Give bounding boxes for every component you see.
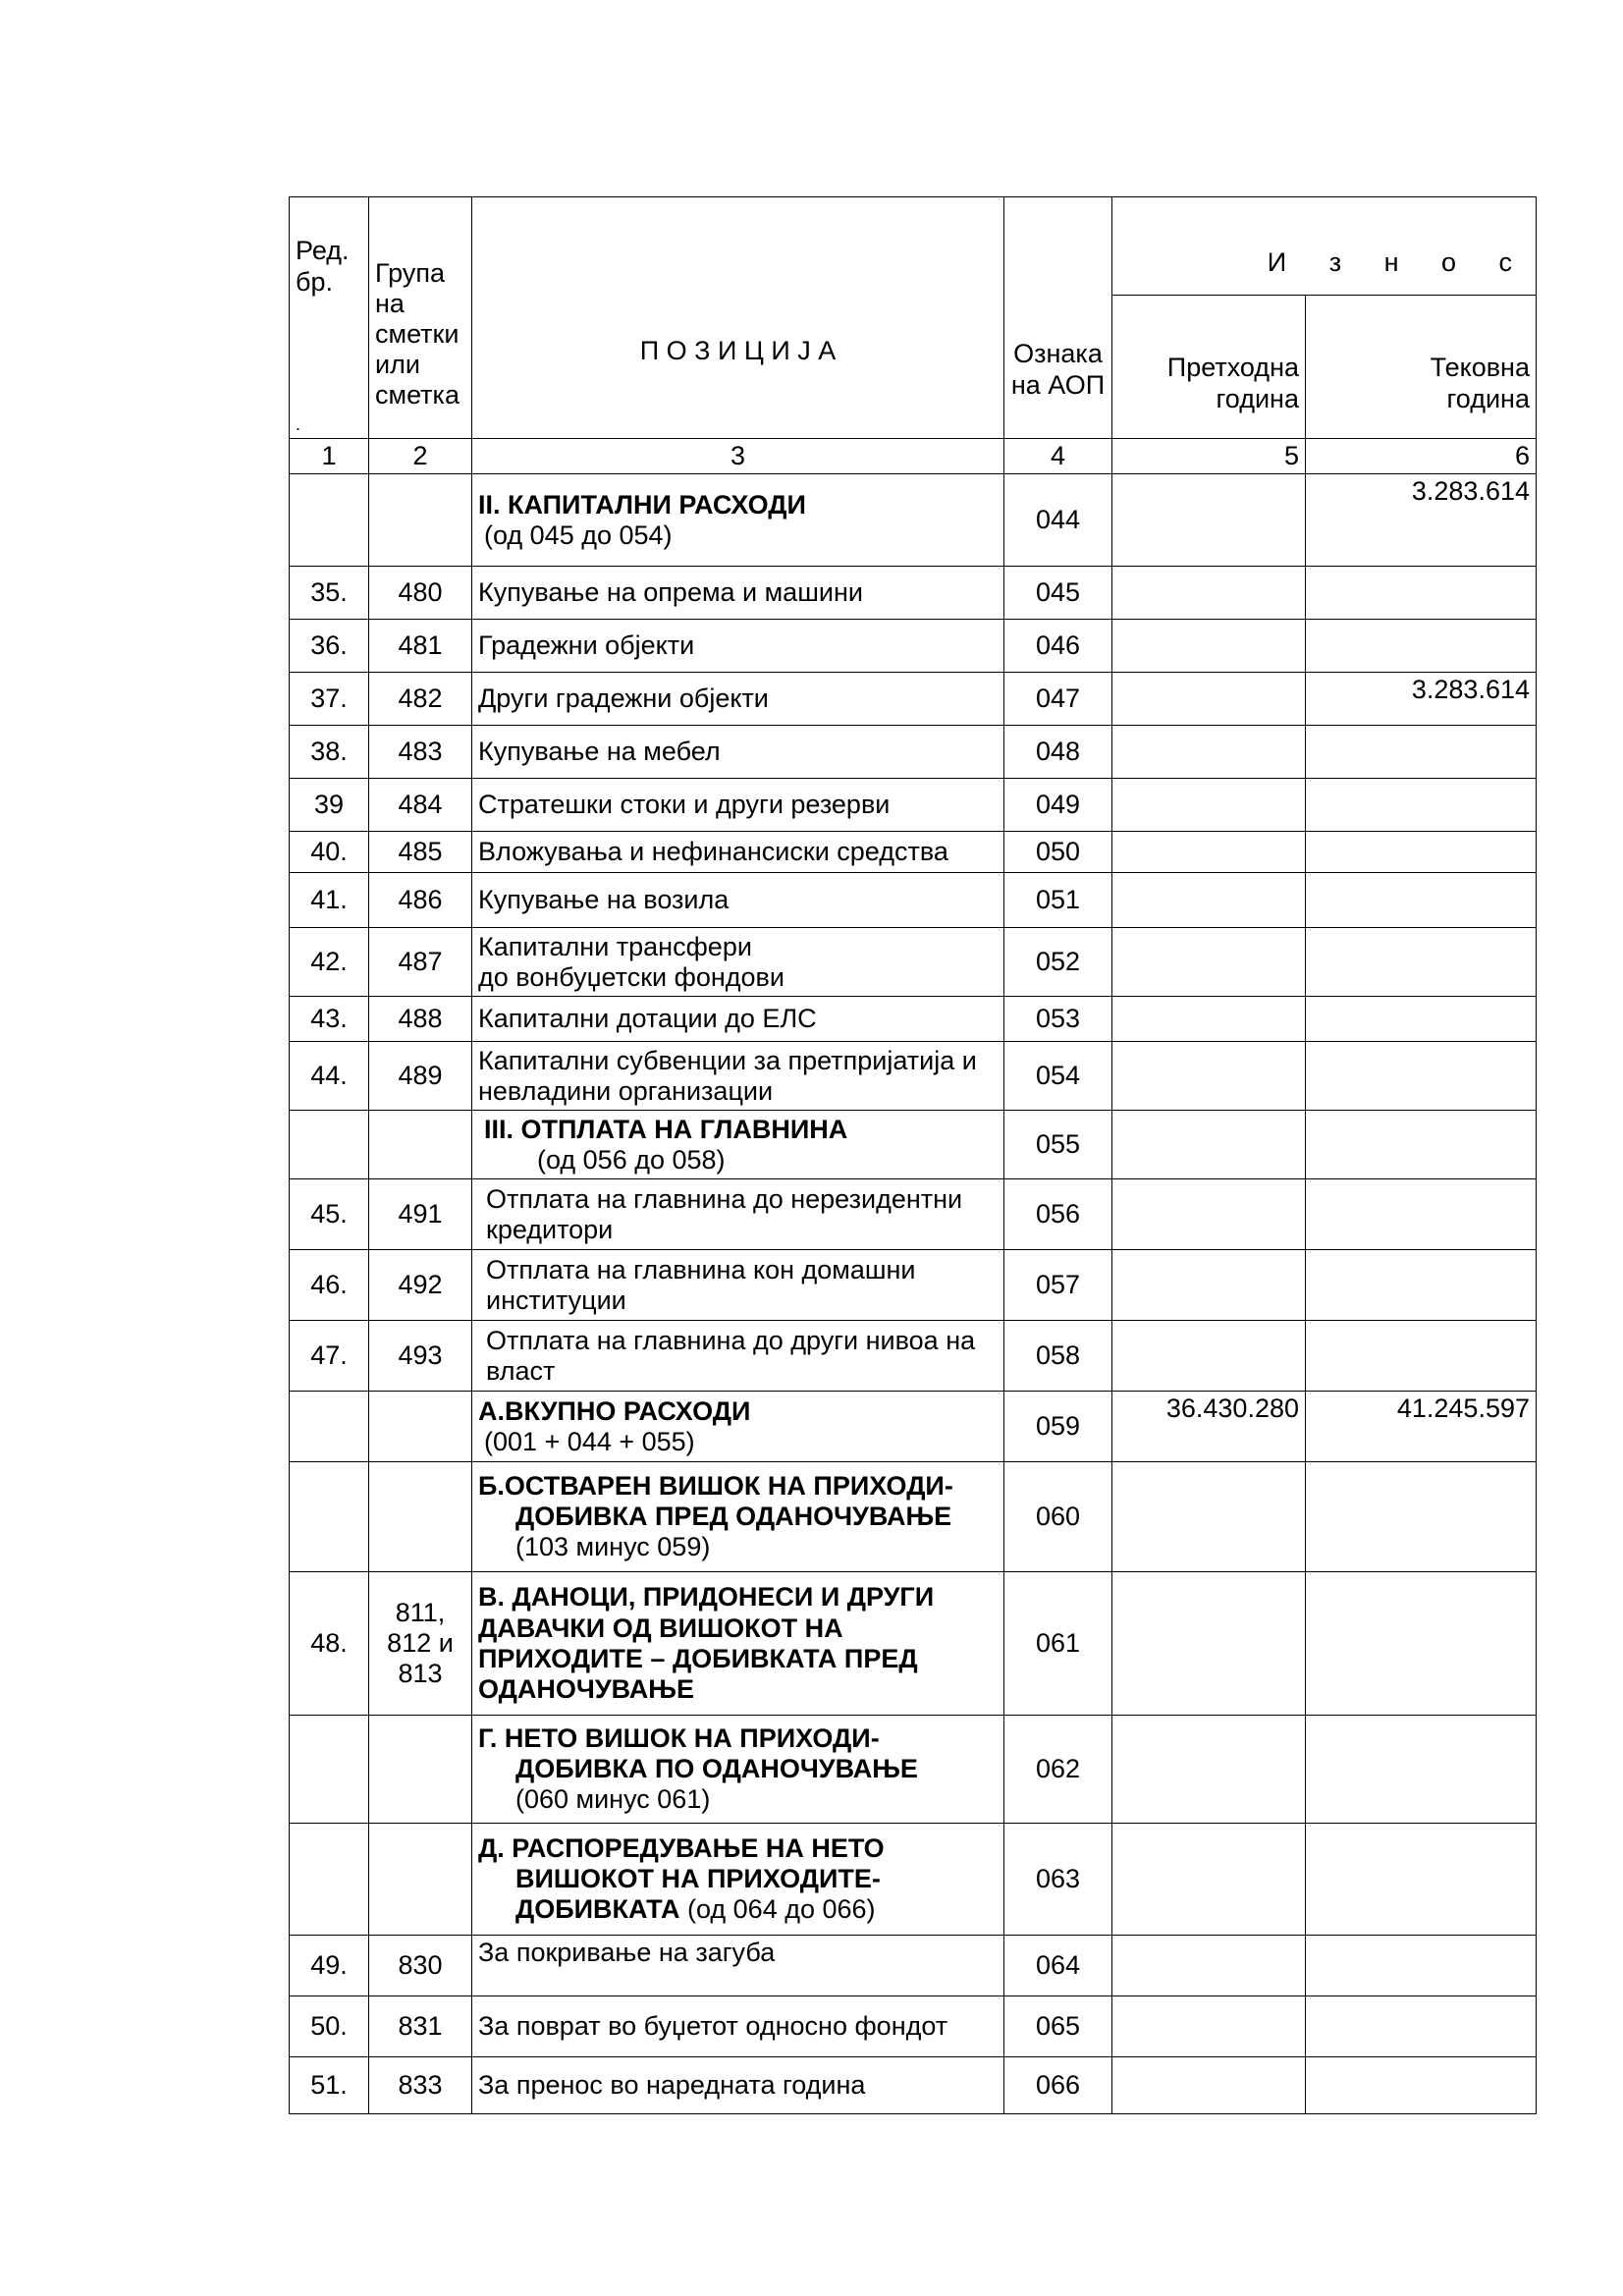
row-grupa: 489 — [369, 1042, 472, 1111]
row-rb: 49. — [290, 1936, 369, 1996]
row-title: Д. РАСПОРЕДУВАЊЕ НА НЕТО — [478, 1832, 885, 1863]
table-row — [290, 1042, 1537, 1111]
row-aop: 057 — [1004, 1250, 1112, 1321]
row-prev — [1112, 1936, 1306, 1996]
row-curr — [1306, 1824, 1537, 1936]
header-prethodna — [1112, 296, 1306, 439]
row-prev — [1112, 1572, 1306, 1716]
colnum-4: 4 — [1004, 439, 1112, 474]
row-position — [472, 1462, 1004, 1572]
row-aop: 059 — [1004, 1392, 1112, 1462]
table-row — [290, 1179, 1537, 1250]
table-row — [290, 2057, 1537, 2114]
row-prev — [1112, 1179, 1306, 1250]
row-rb: 43. — [290, 997, 369, 1042]
header-prethodna-line-2: година — [1216, 383, 1299, 413]
table-row — [290, 726, 1537, 779]
row-title-line-2: кредитори — [486, 1214, 614, 1244]
row-rb: 39 — [290, 779, 369, 832]
row-grupa: 488 — [369, 997, 472, 1042]
column-number-row — [290, 439, 1537, 474]
colnum-3: 3 — [472, 439, 1004, 474]
row-curr — [1306, 726, 1537, 779]
row-position — [472, 1572, 1004, 1716]
row-aop: 051 — [1004, 873, 1112, 928]
row-position — [472, 1824, 1004, 1936]
row-rb: 48. — [290, 1572, 369, 1716]
row-prev — [1112, 474, 1306, 567]
row-title-line-2: невладини организации — [478, 1075, 774, 1106]
row-grupa: 482 — [369, 673, 472, 726]
row-aop: 050 — [1004, 832, 1112, 873]
row-title: Капитални субвенции за претпријатија и — [478, 1045, 977, 1075]
row-aop: 056 — [1004, 1179, 1112, 1250]
row-aop: 060 — [1004, 1462, 1112, 1572]
row-title-line-2: институции — [486, 1285, 626, 1315]
row-prev — [1112, 1462, 1306, 1572]
row-grupa — [369, 474, 472, 567]
row-rb: 37. — [290, 673, 369, 726]
row-curr — [1306, 832, 1537, 873]
table-row — [290, 1572, 1537, 1716]
row-rb: 45. — [290, 1179, 369, 1250]
row-curr — [1306, 928, 1537, 997]
row-rb: 35. — [290, 567, 369, 620]
row-prev — [1112, 873, 1306, 928]
row-title: Вложувања и нефинансиски средства — [472, 832, 1004, 873]
row-rb: 36. — [290, 620, 369, 673]
row-aop: 054 — [1004, 1042, 1112, 1111]
row-subtitle: (060 минус 061) — [515, 1784, 711, 1815]
row-rb — [290, 474, 369, 567]
row-curr — [1306, 1111, 1537, 1179]
row-grupa: 491 — [369, 1179, 472, 1250]
row-title: В. ДАНОЦИ, ПРИДОНЕСИ И ДРУГИ — [478, 1582, 935, 1613]
row-position — [472, 1111, 1004, 1179]
row-curr — [1306, 1250, 1537, 1321]
row-curr: 3.283.614 — [1306, 673, 1537, 726]
row-grupa: 492 — [369, 1250, 472, 1321]
row-grupa: 480 — [369, 567, 472, 620]
table-row — [290, 1936, 1537, 1996]
row-title: Купување на опрема и машини — [472, 567, 1004, 620]
table-row — [290, 873, 1537, 928]
row-title: Отплата на главнина до други нивоа на — [486, 1325, 976, 1355]
row-grupa — [369, 1392, 472, 1462]
row-title: Отплата на главнина кон домашни — [486, 1254, 916, 1285]
header-row-1 — [290, 197, 1537, 296]
table-row — [290, 474, 1537, 567]
row-prev — [1112, 1111, 1306, 1179]
row-grupa: 481 — [369, 620, 472, 673]
row-grupa: 831 — [369, 1996, 472, 2057]
row-position — [472, 1179, 1004, 1250]
row-title-line-2: ДОБИВКА ПО ОДАНОЧУВАЊЕ — [515, 1754, 918, 1784]
header-iznos — [1112, 197, 1537, 296]
row-aop: 044 — [1004, 474, 1112, 567]
row-rb: 41. — [290, 873, 369, 928]
header-oznaka-line-2: на АОП — [1010, 369, 1106, 400]
header-grupa-line-1: Група — [375, 257, 445, 288]
row-prev — [1112, 2057, 1306, 2114]
row-grupa: 486 — [369, 873, 472, 928]
row-aop: 052 — [1004, 928, 1112, 997]
row-title: За поврат во буџетот односно фондот — [472, 1996, 1004, 2057]
row-subtitle: (од 045 до 054) — [484, 519, 673, 550]
row-grupa: 484 — [369, 779, 472, 832]
row-aop: 049 — [1004, 779, 1112, 832]
row-title-line-4: ОДАНОЧУВАЊЕ — [478, 1673, 694, 1704]
row-aop: 055 — [1004, 1111, 1112, 1179]
row-curr — [1306, 1462, 1537, 1572]
row-title: Отплата на главнина до нерезидентни — [486, 1183, 963, 1214]
row-aop: 048 — [1004, 726, 1112, 779]
header-grupa-line-3: сметки — [375, 318, 460, 349]
row-curr — [1306, 1179, 1537, 1250]
row-prev — [1112, 1321, 1306, 1392]
row-title-line-2: до вонбуџетски фондови — [478, 961, 784, 992]
row-title-line-2: ВИШОКОТ НА ПРИХОДИТЕ- — [515, 1864, 881, 1894]
row-title: II. КАПИТАЛНИ РАСХОДИ — [478, 489, 806, 519]
row-title: Купување на возила — [472, 873, 1004, 928]
row-title: Други градежни објекти — [472, 673, 1004, 726]
colnum-1: 1 — [290, 439, 369, 474]
row-prev — [1112, 1824, 1306, 1936]
header-tekovna-line-2: година — [1446, 383, 1530, 413]
row-subtitle: (од 064 до 066) — [687, 1894, 876, 1925]
row-grupa — [369, 1572, 472, 1716]
row-curr — [1306, 620, 1537, 673]
table-row — [290, 1462, 1537, 1572]
row-prev — [1112, 673, 1306, 726]
row-curr: 41.245.597 — [1306, 1392, 1537, 1462]
header-grupa-line-5: сметка — [375, 380, 460, 410]
row-curr — [1306, 997, 1537, 1042]
row-title-line-2: ДАВАЧКИ ОД ВИШОКОТ НА — [478, 1613, 843, 1643]
row-prev — [1112, 1716, 1306, 1824]
row-title: Капитални дотации до ЕЛС — [472, 997, 1004, 1042]
row-aop: 053 — [1004, 997, 1112, 1042]
row-rb: 42. — [290, 928, 369, 997]
row-rb — [290, 1111, 369, 1179]
row-curr: 3.283.614 — [1306, 474, 1537, 567]
row-grupa — [369, 1111, 472, 1179]
row-grupa: 493 — [369, 1321, 472, 1392]
table-row — [290, 928, 1537, 997]
row-aop: 047 — [1004, 673, 1112, 726]
row-aop: 066 — [1004, 2057, 1112, 2114]
header-grupa-line-4: или — [375, 350, 420, 380]
row-rb — [290, 1824, 369, 1936]
table-row — [290, 673, 1537, 726]
row-title: Б.ОСТВАРЕН ВИШОК НА ПРИХОДИ- — [478, 1470, 953, 1501]
table-row — [290, 997, 1537, 1042]
row-title: Стратешки стоки и други резерви — [472, 779, 1004, 832]
row-prev — [1112, 997, 1306, 1042]
row-title-line-2: ДОБИВКА ПРЕД ОДАНОЧУВАЊЕ — [515, 1502, 952, 1532]
row-prev — [1112, 832, 1306, 873]
row-position — [472, 1392, 1004, 1462]
table-row — [290, 1392, 1537, 1462]
header-red-dot: . — [296, 413, 301, 434]
header-grupa — [369, 197, 472, 439]
row-rb — [290, 1392, 369, 1462]
row-curr — [1306, 873, 1537, 928]
header-iznos-label: И з н о с — [1267, 246, 1530, 277]
row-prev — [1112, 620, 1306, 673]
table-row — [290, 620, 1537, 673]
row-rb — [290, 1716, 369, 1824]
row-grupa-line-2: 812 и — [387, 1628, 454, 1659]
row-position — [472, 1250, 1004, 1321]
row-prev — [1112, 726, 1306, 779]
row-aop: 046 — [1004, 620, 1112, 673]
row-grupa-line-1: 811, — [395, 1597, 446, 1627]
row-position — [472, 1042, 1004, 1111]
row-aop: 063 — [1004, 1824, 1112, 1936]
row-prev — [1112, 567, 1306, 620]
header-prethodna-line-1: Претходна — [1166, 353, 1299, 383]
row-title: За пренос во наредната година — [472, 2057, 1004, 2114]
header-tekovna — [1306, 296, 1537, 439]
row-grupa — [369, 1716, 472, 1824]
row-prev — [1112, 779, 1306, 832]
row-rb — [290, 1462, 369, 1572]
row-rb: 44. — [290, 1042, 369, 1111]
row-curr — [1306, 1716, 1537, 1824]
financial-statement-table — [289, 196, 1537, 2114]
row-rb: 51. — [290, 2057, 369, 2114]
row-title-line-3-bold: ДОБИВКАТА — [515, 1894, 680, 1925]
table-row — [290, 1824, 1537, 1936]
row-aop: 062 — [1004, 1716, 1112, 1824]
row-title: III. ОТПЛАТА НА ГЛАВНИНА — [484, 1114, 848, 1144]
header-oznaka — [1004, 197, 1112, 439]
table-row — [290, 779, 1537, 832]
header-pozicija-label: П О З И Ц И Ј А — [639, 335, 837, 365]
row-title-line-3: ПРИХОДИТЕ – ДОБИВКАТА ПРЕД — [478, 1643, 918, 1673]
row-prev — [1112, 1250, 1306, 1321]
row-title: Капитални трансфери — [478, 931, 752, 961]
row-curr — [1306, 1572, 1537, 1716]
row-aop: 065 — [1004, 1996, 1112, 2057]
row-grupa: 485 — [369, 832, 472, 873]
row-curr — [1306, 1996, 1537, 2057]
row-curr — [1306, 1042, 1537, 1111]
header-grupa-line-2: на — [375, 288, 405, 318]
row-grupa — [369, 1824, 472, 1936]
row-aop: 061 — [1004, 1572, 1112, 1716]
row-curr — [1306, 567, 1537, 620]
header-oznaka-line-1: Ознака — [1013, 339, 1103, 369]
header-red-line-2: бр. — [296, 266, 333, 297]
colnum-2: 2 — [369, 439, 472, 474]
colnum-5: 5 — [1112, 439, 1306, 474]
header-pozicija — [472, 197, 1004, 439]
header-red-line-1: Ред. — [296, 236, 350, 266]
row-curr — [1306, 779, 1537, 832]
row-title-line-3 — [478, 1894, 998, 1925]
header-tekovna-line-1: Тековна — [1430, 353, 1530, 383]
row-title: Градежни објекти — [472, 620, 1004, 673]
row-rb: 50. — [290, 1996, 369, 2057]
row-position — [472, 928, 1004, 997]
row-curr — [1306, 2057, 1537, 2114]
row-title-line-2: власт — [486, 1355, 556, 1386]
colnum-6: 6 — [1306, 439, 1537, 474]
row-rb: 38. — [290, 726, 369, 779]
table-row — [290, 832, 1537, 873]
row-position — [472, 1716, 1004, 1824]
row-grupa: 483 — [369, 726, 472, 779]
table-row — [290, 1321, 1537, 1392]
row-position — [472, 474, 1004, 567]
row-grupa-line-3: 813 — [398, 1659, 443, 1689]
table-row — [290, 567, 1537, 620]
row-title: За покривање на загуба — [472, 1936, 1004, 1996]
row-aop: 058 — [1004, 1321, 1112, 1392]
row-title: Г. НЕТО ВИШОК НА ПРИХОДИ- — [478, 1722, 880, 1753]
row-rb: 47. — [290, 1321, 369, 1392]
row-subtitle: (од 056 до 058) — [537, 1144, 726, 1175]
header-red-br — [290, 197, 369, 439]
row-title: Купување на мебел — [472, 726, 1004, 779]
row-aop: 045 — [1004, 567, 1112, 620]
row-rb: 46. — [290, 1250, 369, 1321]
row-prev: 36.430.280 — [1112, 1392, 1306, 1462]
table-row — [290, 1996, 1537, 2057]
row-grupa: 830 — [369, 1936, 472, 1996]
row-prev — [1112, 928, 1306, 997]
row-grupa — [369, 1462, 472, 1572]
row-rb: 40. — [290, 832, 369, 873]
row-curr — [1306, 1321, 1537, 1392]
row-subtitle: (103 минус 059) — [515, 1532, 711, 1562]
row-prev — [1112, 1042, 1306, 1111]
row-aop: 064 — [1004, 1936, 1112, 1996]
table-row — [290, 1111, 1537, 1179]
row-curr — [1306, 1936, 1537, 1996]
row-prev — [1112, 1996, 1306, 2057]
row-grupa: 833 — [369, 2057, 472, 2114]
row-grupa: 487 — [369, 928, 472, 997]
table-row — [290, 1716, 1537, 1824]
row-subtitle: (001 + 044 + 055) — [484, 1426, 695, 1456]
table-row — [290, 1250, 1537, 1321]
row-position — [472, 1321, 1004, 1392]
row-title: А.ВКУПНО РАСХОДИ — [478, 1395, 751, 1426]
